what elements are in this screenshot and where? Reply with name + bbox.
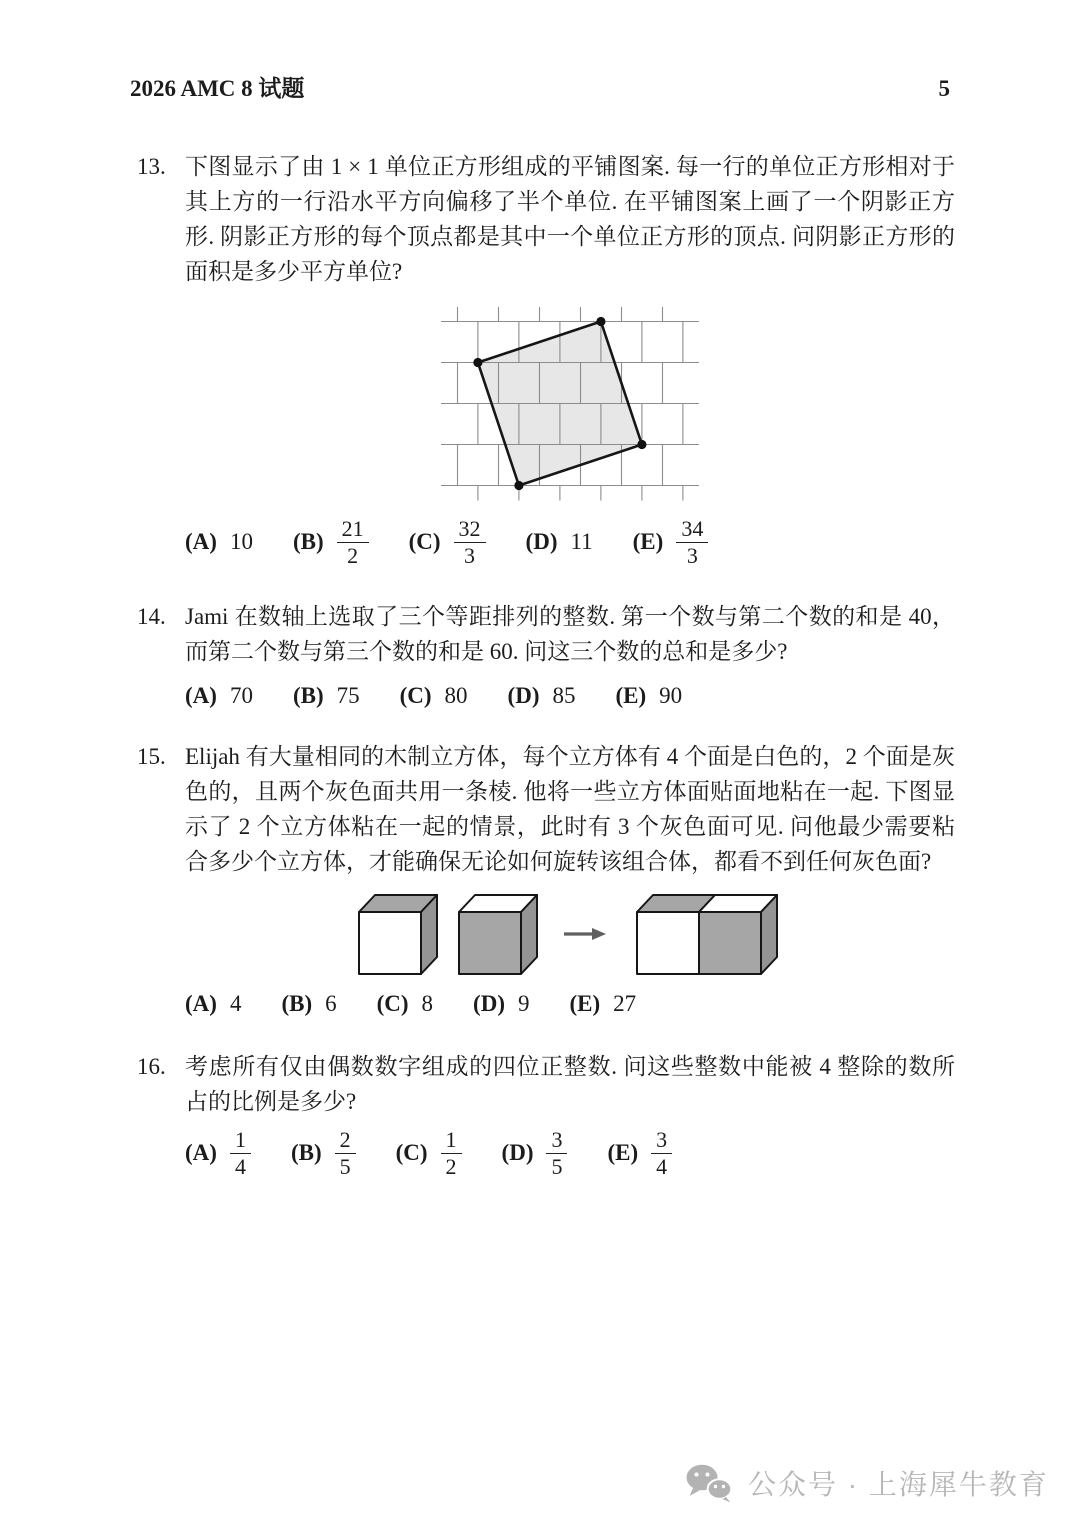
choice-label: (C) [395, 1140, 428, 1166]
fraction-denominator: 3 [686, 542, 698, 568]
question-text: Elijah 有大量相同的木制立方体，每个立方体有 4 个面是白色的，2 个面是灰色的，且两个灰色面共用一条棱. 他将一些立方体面贴面地粘在一起. 下图显示了 2 个立方体粘在一起的情景，此时有 3 个灰色面可见. 问他最少需要粘合多少个立方体，才能确保无论如何旋转该组合体，都看不到任何灰色面? [185, 743, 955, 874]
choice-fraction [546, 1127, 567, 1180]
choice-value: 11 [570, 529, 593, 555]
fraction-numerator: 3 [546, 1127, 567, 1154]
choice-value: 80 [444, 682, 468, 708]
choice-label: (D) [501, 1140, 534, 1166]
choice-label: (B) [281, 990, 313, 1016]
choice-fraction [651, 1127, 672, 1180]
choice-16-e [607, 1127, 672, 1180]
choice-label: (A) [185, 1140, 217, 1166]
choice-14-a [185, 683, 253, 709]
single-cube-1 [357, 891, 441, 977]
choice-label: (E) [607, 1140, 639, 1166]
choice-label: (C) [376, 990, 409, 1016]
choice-value: 4 [229, 990, 242, 1016]
choice-label: (E) [615, 682, 647, 708]
choice-label: (B) [292, 529, 324, 555]
page-header [0, 0, 1080, 103]
choice-value: 75 [336, 682, 360, 708]
fraction-denominator: 4 [234, 1153, 246, 1179]
choice-label: (D) [525, 529, 558, 555]
question-13-figure [185, 305, 955, 508]
choice-fraction [441, 1127, 462, 1180]
fraction-numerator: 21 [337, 516, 369, 543]
choice-label: (D) [507, 682, 540, 708]
question-16 [137, 1049, 955, 1180]
fraction-denominator: 5 [339, 1153, 351, 1179]
page-number: 5 [938, 76, 950, 101]
choice-value: 8 [421, 990, 434, 1016]
footer-watermark [684, 1463, 1049, 1503]
choice-label: (C) [408, 529, 441, 555]
fraction-denominator: 5 [551, 1153, 563, 1179]
choice-14-c [400, 683, 468, 709]
choice-14-b [293, 683, 360, 709]
fraction-denominator: 4 [656, 1153, 668, 1179]
choice-13-d [526, 529, 593, 555]
fraction-numerator: 2 [335, 1127, 356, 1154]
choice-label: (A) [185, 682, 217, 708]
question-13 [137, 149, 955, 569]
choice-14-e [615, 683, 682, 709]
answer-choices-16 [185, 1127, 955, 1180]
choice-15-c [377, 991, 433, 1017]
choice-13-b [293, 516, 369, 569]
choice-16-c [396, 1127, 462, 1180]
choice-value: 9 [517, 990, 530, 1016]
choice-label: (A) [185, 529, 217, 555]
fraction-denominator: 3 [464, 542, 476, 568]
choice-13-e [633, 516, 709, 569]
question-number: 16. [137, 1053, 166, 1079]
choice-value: 85 [552, 682, 576, 708]
wechat-icon [684, 1463, 734, 1503]
choice-value: 90 [659, 682, 683, 708]
document-title: 2026 AMC 8 试题 [130, 76, 305, 101]
choice-15-e [569, 991, 636, 1017]
choice-16-a [185, 1127, 251, 1180]
question-text: 考虑所有仅由偶数数字组成的四位正整数. 问这些整数中能被 4 整除的数所占的比例是多少? [185, 1053, 955, 1114]
single-cube-2 [457, 891, 541, 977]
cube2-front-face [459, 912, 521, 974]
question-text: 下图显示了由 1 × 1 单位正方形组成的平铺图案. 每一行的单位正方形相对于其上方的一行沿水平方向偏移了半个单位. 在平铺图案上画了一个阴影正方形. 阴影正方形的每个顶点都是其中一个单位正方形的顶点. 问阴影正方形的面积是多少平方单位? [185, 154, 955, 284]
choice-fraction [337, 516, 369, 569]
choice-value: 6 [325, 990, 337, 1016]
choice-label: (E) [569, 990, 601, 1016]
question-number: 15. [137, 743, 166, 769]
choice-13-a [185, 529, 253, 555]
fraction-numerator: 32 [454, 516, 486, 543]
choice-label: (B) [292, 682, 324, 708]
choice-15-b [281, 991, 336, 1017]
fraction-numerator: 1 [230, 1127, 251, 1154]
fraction-numerator: 3 [651, 1127, 672, 1154]
choice-label: (D) [473, 990, 505, 1016]
choice-label: (B) [290, 1140, 322, 1166]
answer-choices-15 [185, 991, 955, 1017]
choice-fraction [676, 516, 708, 569]
choice-fraction [335, 1127, 356, 1180]
brick-tiling-figure [440, 305, 700, 503]
answer-choices-14 [185, 683, 955, 709]
question-14 [137, 599, 955, 709]
arrow-icon [563, 926, 607, 942]
choice-15-d [473, 991, 529, 1017]
fraction-denominator: 2 [347, 542, 359, 568]
choice-label: (C) [399, 682, 432, 708]
cube1-front-face [359, 912, 421, 974]
choice-fraction [230, 1127, 251, 1180]
fraction-numerator: 1 [441, 1127, 462, 1154]
footer-text: 公众号 · 上海犀牛教育 [748, 1469, 1049, 1500]
question-number: 14. [137, 603, 166, 629]
combined-cubes [635, 891, 783, 977]
choice-14-d [508, 683, 576, 709]
choice-15-a [185, 991, 241, 1017]
fraction-denominator: 2 [445, 1153, 457, 1179]
choice-value: 27 [613, 990, 637, 1016]
choice-value: 10 [229, 529, 253, 555]
combined-front-left-face [637, 912, 699, 974]
choice-16-d [502, 1127, 568, 1180]
question-15 [137, 739, 955, 1017]
combined-front-right-face [699, 912, 761, 974]
choice-label: (E) [632, 529, 664, 555]
choice-fraction [454, 516, 486, 569]
choice-13-c [409, 516, 486, 569]
choice-label: (A) [185, 990, 217, 1016]
question-number: 13. [137, 154, 166, 179]
question-text: Jami 在数轴上选取了三个等距排列的整数. 第一个数与第二个数的和是 40，而第二个数与第三个数的和是 60. 问这三个数的总和是多少? [185, 603, 955, 664]
question-15-figure [185, 891, 955, 977]
content [0, 149, 1080, 1180]
choice-16-b [291, 1127, 356, 1180]
choice-value: 70 [229, 682, 253, 708]
fraction-numerator: 34 [676, 516, 708, 543]
answer-choices-13 [185, 516, 955, 569]
